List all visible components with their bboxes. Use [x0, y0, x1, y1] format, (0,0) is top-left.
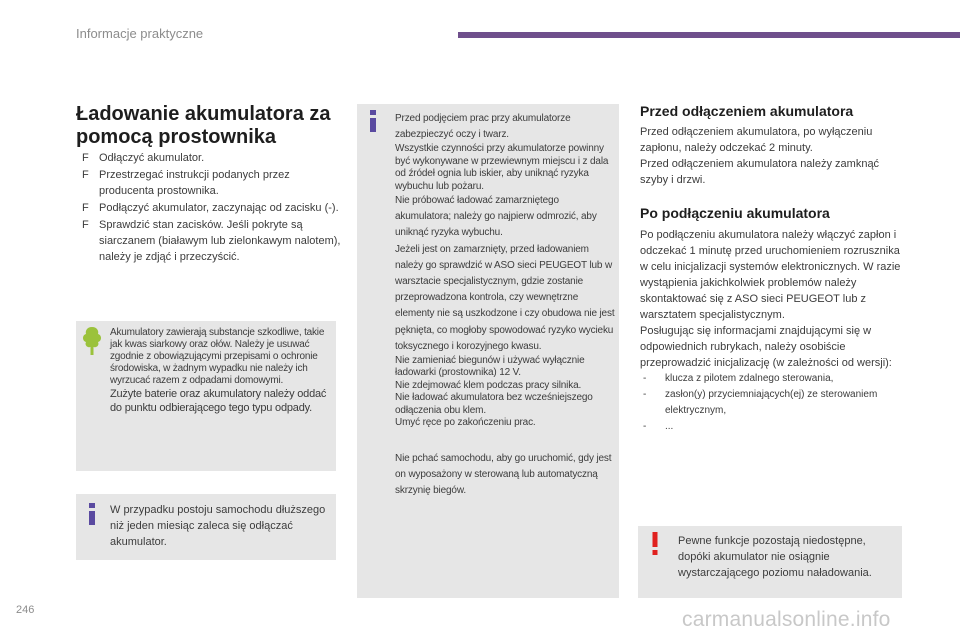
list-item-text: ...: [665, 421, 674, 432]
main-heading: Ładowanie akumulatora za pomocą prostownika: [76, 103, 331, 148]
step-text: Przestrzegać instrukcji podanych przez producenta prostownika.: [99, 169, 290, 197]
info-icon: [367, 110, 379, 132]
safety-notice-text: [395, 111, 615, 499]
list-item: [640, 371, 910, 387]
connect-text: [640, 227, 910, 435]
step-bullet: F: [82, 152, 89, 164]
disconnect-heading: Przed odłączeniem akumulatora: [640, 103, 854, 119]
list-dash: -: [643, 373, 647, 384]
safety-paragraph: Jeżeli jest on zamarznięty, przed ładowaniem należy go sprawdzić w ASO sieci PEUGEOT lub w warsztacie specjalistycznym, gdzie zostanie przeprowadzona kontrola, czy wewnętrzne elementy nie są uszkodzone i czy obudowa nie jest pęknięta, co mogłoby spowodować ryzyko wycieku toksycznego i korozyjnego kwasu.: [395, 243, 615, 352]
step-text: Odłączyć akumulator.: [99, 152, 205, 164]
step-bullet: F: [82, 169, 89, 181]
step-item: [82, 200, 342, 216]
init-list: [640, 371, 910, 435]
step-text: Sprawdzić stan zacisków. Jeśli pokryte są siarczanem (białawym lub zielonkawym nalotem), należy je zdjąć i przeczyścić.: [99, 219, 341, 263]
disconnect-paragraph: Przed odłączeniem akumulatora, po wyłączeniu zapłonu, należy odczekać 2 minuty.: [640, 126, 873, 154]
safety-paragraph: Umyć ręce po zakończeniu prac.: [395, 417, 536, 429]
watermark: carmanualsonline.info: [682, 608, 891, 631]
info-notice-text: W przypadku postoju samochodu dłuższego niż jeden miesiąc zaleca się odłączać akumulator.: [110, 504, 326, 548]
warning-text: Pewne funkcje pozostają niedostępne, dopóki akumulator nie osiągnie wystarczającego poziomu naładowania.: [678, 535, 872, 579]
eco-small-text: Akumulatory zawierają substancje szkodliwe, takie jak kwas siarkowy oraz ołów. Należy je usuwać zgodnie z obowiązującymi przepisami o ochronie środowiska, w żadnym wypadku nie należy ich wyrzucać razem z odpadami domowymi.: [110, 327, 325, 386]
step-bullet: F: [82, 219, 89, 231]
connect-heading: Po podłączeniu akumulatora: [640, 205, 830, 221]
list-item: [640, 419, 910, 435]
step-item: [82, 167, 342, 199]
connect-paragraph: Po podłączeniu akumulatora należy włączyć zapłon i odczekać 1 minutę przed uruchomieniem rozrusznika w celu inicjalizacji systemów elektronicznych. W razie wystąpienia jakichkolwiek problemów należy skontaktować się z ASO sieci PEUGEOT lub z warsztatem specjalistycznym.: [640, 229, 901, 321]
safety-paragraph: Nie pchać samochodu, aby go uruchomić, gdy jest on wyposażony w sterowaną lub automatyczną skrzynię biegów.: [395, 452, 612, 496]
eco-notice-text: [110, 327, 332, 415]
disconnect-paragraph: Przed odłączeniem akumulatora należy zamknąć szyby i drzwi.: [640, 158, 880, 186]
tree-icon: [82, 326, 102, 356]
section-title: Informacje praktyczne: [76, 26, 204, 41]
list-item-text: klucza z pilotem zdalnego sterowania,: [665, 373, 834, 384]
spacer: [395, 430, 615, 451]
safety-paragraph: Nie próbować ładować zamarzniętego akumulatora; należy go najpierw odmrozić, aby uniknąć ryzyka wybuchu.: [395, 195, 597, 239]
list-dash: -: [643, 421, 647, 432]
eco-large-text: Zużyte baterie oraz akumulatory należy oddać do punktu odbierającego tego typu odpady.: [110, 388, 327, 414]
exclamation-icon: [650, 532, 660, 556]
safety-paragraph: Nie ładować akumulatora bez wcześniejszego odłączenia obu klem.: [395, 392, 593, 416]
list-item: [640, 387, 910, 419]
info-icon: [86, 503, 98, 525]
safety-paragraph: Przed podjęciem prac przy akumulatorze zabezpieczyć oczy i twarz.: [395, 113, 571, 141]
header-accent-bar: [458, 32, 960, 38]
page-number: 246: [16, 604, 35, 616]
step-bullet: F: [82, 202, 89, 214]
disconnect-text: [640, 124, 910, 188]
safety-paragraph: Nie zdejmować klem podczas pracy silnika.: [395, 379, 582, 391]
steps-list: [82, 150, 342, 266]
list-item-text: zasłon(y) przyciemniających(ej) ze sterowaniem elektrycznym,: [665, 389, 878, 416]
connect-paragraph: Posługując się informacjami znajdującymi się w odpowiednich rubrykach, należy osobiście przeprowadzić inicjalizację (w zależności od wersji):: [640, 325, 892, 369]
list-dash: -: [643, 389, 647, 400]
step-item: [82, 217, 342, 265]
step-text: Podłączyć akumulator, zaczynając od zacisku (-).: [99, 202, 339, 214]
step-item: [82, 150, 342, 166]
safety-paragraph: Wszystkie czynności przy akumulatorze powinny być wykonywane w przewiewnym miejscu i z dala od źródeł ognia lub iskier, aby uniknąć ryzyka wybuchu lub pożaru.: [395, 143, 609, 192]
safety-paragraph: Nie zamieniać biegunów i używać wyłącznie ładowarki (prostownika) 12 V.: [395, 355, 585, 379]
